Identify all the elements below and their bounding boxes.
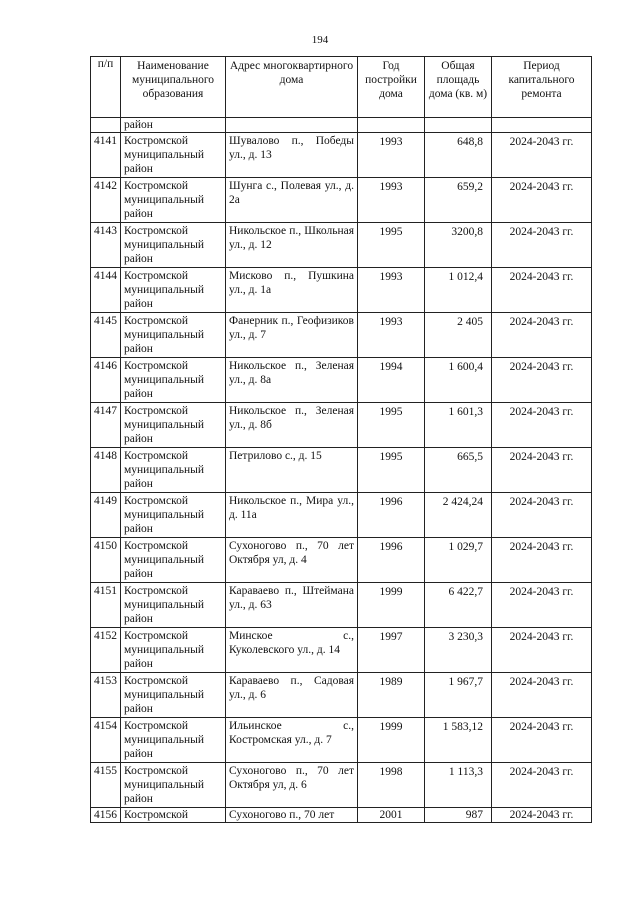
cell-num: 4148 [91,448,121,493]
table-row [91,223,592,268]
table-row [91,718,592,763]
cell-period: 2024-2043 гг. [492,673,592,718]
cell-num: 4149 [91,493,121,538]
cell-municipality: Костромской муниципальный район [121,313,226,358]
cell-num: 4141 [91,133,121,178]
cell-period: 2024-2043 гг. [492,178,592,223]
cell-period: 2024-2043 гг. [492,763,592,808]
continuation-cell: район [121,118,226,133]
cell-municipality: Костромской муниципальный район [121,358,226,403]
cell-address: Минское с., Куколевского ул., д. 14 [226,628,358,673]
cell-area: 1 600,4 [425,358,492,403]
cell-period: 2024-2043 гг. [492,448,592,493]
cell-period: 2024-2043 гг. [492,808,592,823]
cell-municipality: Костромской муниципальный район [121,718,226,763]
table-row [91,628,592,673]
cell-year: 1997 [358,628,425,673]
cell-address: Петрилово с., д. 15 [226,448,358,493]
cell-year: 1999 [358,583,425,628]
cell-area: 2 424,24 [425,493,492,538]
cell-area: 1 601,3 [425,403,492,448]
cell-year: 1993 [358,178,425,223]
cell-area: 3200,8 [425,223,492,268]
cell-period: 2024-2043 гг. [492,493,592,538]
table-row [91,403,592,448]
table-row [91,538,592,583]
cell-municipality: Костромской муниципальный район [121,538,226,583]
cell-year: 1993 [358,133,425,178]
cell-num: 4142 [91,178,121,223]
table-row [91,268,592,313]
cell-municipality: Костромской муниципальный район [121,583,226,628]
table-row [91,448,592,493]
cell-year: 1989 [358,673,425,718]
cell-year: 1996 [358,493,425,538]
cell-period: 2024-2043 гг. [492,358,592,403]
cell-municipality: Костромской муниципальный район [121,763,226,808]
cell-period: 2024-2043 гг. [492,538,592,583]
cell-num: 4152 [91,628,121,673]
cell-period: 2024-2043 гг. [492,223,592,268]
cell-area: 1 113,3 [425,763,492,808]
cell-num: 4156 [91,808,121,823]
cell-period: 2024-2043 гг. [492,403,592,448]
cell-area: 3 230,3 [425,628,492,673]
cell-area: 665,5 [425,448,492,493]
cell-num: 4151 [91,583,121,628]
cell-municipality: Костромской муниципальный район [121,178,226,223]
cell-area: 648,8 [425,133,492,178]
cell-year: 1996 [358,538,425,583]
cell-municipality: Костромской муниципальный район [121,268,226,313]
table-row [91,133,592,178]
cell-num: 4150 [91,538,121,583]
cell-address: Никольское п., Зеленая ул., д. 8а [226,358,358,403]
cell-area: 1 967,7 [425,673,492,718]
header-num: п/п [91,57,121,118]
cell-municipality: Костромской [121,808,226,823]
cell-municipality: Костромской муниципальный район [121,673,226,718]
cell-year: 1995 [358,403,425,448]
header-year: Год постройки дома [358,57,425,118]
table-row [91,673,592,718]
cell-municipality: Костромской муниципальный район [121,133,226,178]
cell-year: 1993 [358,268,425,313]
cell-num: 4146 [91,358,121,403]
header-area: Общая площадь дома (кв. м) [425,57,492,118]
cell-address: Сухоногово п., 70 лет [226,808,358,823]
cell-address: Караваево п., Садовая ул., д. 6 [226,673,358,718]
table-row [91,178,592,223]
cell-address: Никольское п., Школьная ул., д. 12 [226,223,358,268]
table-row [91,583,592,628]
cell-municipality: Костромской муниципальный район [121,448,226,493]
cell-address: Шунга с., Полевая ул., д. 2а [226,178,358,223]
cell-municipality: Костромской муниципальный район [121,223,226,268]
cell-address: Фанерник п., Геофизиков ул., д. 7 [226,313,358,358]
cell-area: 1 029,7 [425,538,492,583]
page-number: 194 [311,34,329,46]
header-period: Период капитального ремонта [492,57,592,118]
cell-period: 2024-2043 гг. [492,718,592,763]
cell-year: 1995 [358,448,425,493]
table-row [91,808,592,823]
continuation-row [91,118,592,133]
cell-address: Сухоногово п., 70 лет Октября ул, д. 4 [226,538,358,583]
cell-period: 2024-2043 гг. [492,313,592,358]
cell-year: 1993 [358,313,425,358]
cell-period: 2024-2043 гг. [492,133,592,178]
cell-period: 2024-2043 гг. [492,628,592,673]
cell-year: 1994 [358,358,425,403]
cell-num: 4155 [91,763,121,808]
cell-year: 2001 [358,808,425,823]
cell-num: 4154 [91,718,121,763]
cell-municipality: Костромской муниципальный район [121,628,226,673]
cell-area: 2 405 [425,313,492,358]
cell-area: 659,2 [425,178,492,223]
cell-period: 2024-2043 гг. [492,268,592,313]
cell-num: 4144 [91,268,121,313]
cell-num: 4143 [91,223,121,268]
cell-area: 1 012,4 [425,268,492,313]
table-header-row [91,57,592,118]
cell-address: Сухоногово п., 70 лет Октября ул, д. 6 [226,763,358,808]
cell-municipality: Костромской муниципальный район [121,403,226,448]
cell-year: 1999 [358,718,425,763]
table-row [91,763,592,808]
cell-period: 2024-2043 гг. [492,583,592,628]
header-municipality: Наименование муниципального образования [121,57,226,118]
cell-year: 1995 [358,223,425,268]
cell-address: Караваево п., Штеймана ул., д. 63 [226,583,358,628]
cell-num: 4153 [91,673,121,718]
table-row [91,313,592,358]
cell-address: Шувалово п., Победы ул., д. 13 [226,133,358,178]
cell-address: Ильинское с., Костромская ул., д. 7 [226,718,358,763]
cell-address: Никольское п., Зеленая ул., д. 8б [226,403,358,448]
cell-area: 1 583,12 [425,718,492,763]
cell-address: Никольское п., Мира ул., д. 11а [226,493,358,538]
table-row [91,358,592,403]
cell-num: 4145 [91,313,121,358]
table-row [91,493,592,538]
header-address: Адрес многоквартирного дома [226,57,358,118]
housing-table [90,56,592,823]
cell-year: 1998 [358,763,425,808]
cell-num: 4147 [91,403,121,448]
cell-address: Мисково п., Пушкина ул., д. 1а [226,268,358,313]
cell-area: 987 [425,808,492,823]
cell-municipality: Костромской муниципальный район [121,493,226,538]
cell-area: 6 422,7 [425,583,492,628]
